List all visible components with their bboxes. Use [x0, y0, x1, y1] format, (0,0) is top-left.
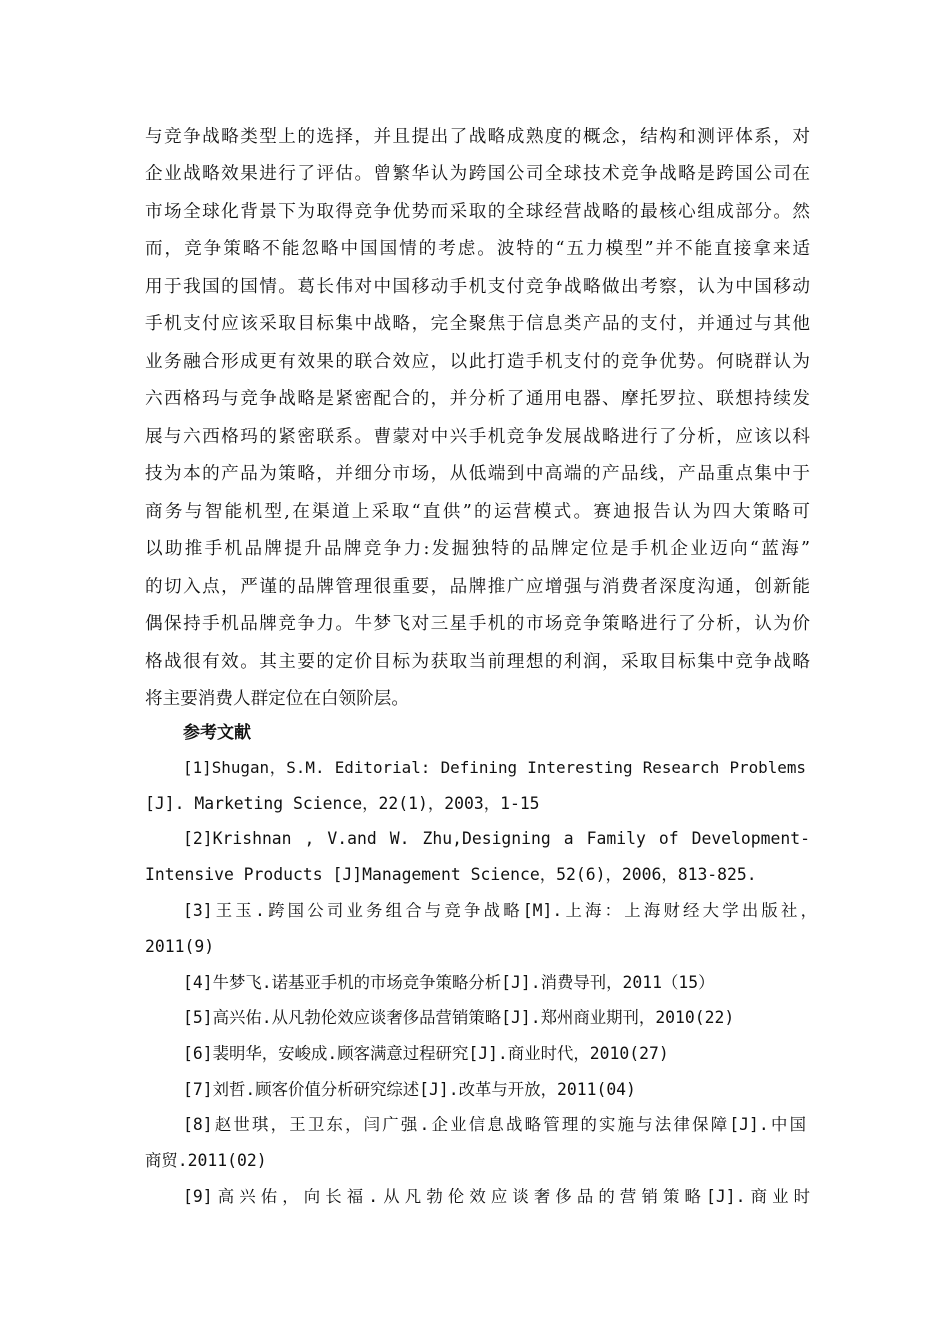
body-text-line: 技为本的产品为策略，并细分市场，从低端到中高端的产品线，产品重点集中于 [145, 464, 810, 484]
reference-line: [1]Shugan，S.M. Editorial: Defining Interesting Research Problems [183, 758, 806, 777]
body-text-line: 的切入点，严谨的品牌管理很重要，品牌推广应增强与消费者深度沟通，创新能 [145, 577, 810, 597]
body-text-line: 与竞争战略类型上的选择，并且提出了战略成熟度的概念，结构和测评体系，对 [145, 127, 810, 147]
body-text-line: 六西格玛与竞争战略是紧密配合的，并分析了通用电器、摩托罗拉、联想持续发 [145, 389, 810, 409]
reference-line: [9]高兴佑，向长福.从凡勃伦效应谈奢侈品的营销策略[J].商业时 [183, 1187, 810, 1206]
body-text-line: 企业战略效果进行了评估。曾繁华认为跨国公司全球技术竞争战略是跨国公司在 [145, 164, 810, 184]
body-text-line: 用于我国的国情。葛长伟对中国移动手机支付竞争战略做出考察，认为中国移动 [145, 277, 810, 297]
body-text-line: 以助推手机品牌提升品牌竞争力:发掘独特的品牌定位是手机企业迈向“蓝海” [145, 539, 810, 559]
body-text-line: 业务融合形成更有效果的联合效应，以此打造手机支付的竞争优势。何晓群认为 [145, 352, 810, 372]
reference-line: [7]刘哲.顾客价值分析研究综述[J].改革与开放，2011(04) [183, 1080, 636, 1099]
body-text-line: 而，竞争策略不能忽略中国国情的考虑。波特的“五力模型”并不能直接拿来适 [145, 239, 810, 259]
reference-line: [2]Krishnan , V.and W. Zhu,Designing a Family of Development- [183, 829, 810, 848]
reference-line: [8]赵世琪，王卫东，闫广强.企业信息战略管理的实施与法律保障[J].中国 [183, 1115, 806, 1134]
reference-line: 2011(9) [145, 937, 215, 956]
reference-line: [6]裴明华，安峻成.顾客满意过程研究[J].商业时代，2010(27) [183, 1044, 669, 1063]
body-text-line: 商务与智能机型,在渠道上采取“直供”的运营模式。赛迪报告认为四大策略可 [145, 502, 810, 522]
reference-line: [5]高兴佑.从凡勃伦效应谈奢侈品营销策略[J].郑州商业期刊，2010(22) [183, 1008, 735, 1027]
body-text-line: 格战很有效。其主要的定价目标为获取当前理想的利润，采取目标集中竞争战略 [145, 652, 810, 672]
references-heading: 参考文献 [183, 723, 251, 743]
body-text-line: 展与六西格玛的紧密联系。曹蒙对中兴手机竞争发展战略进行了分析，应该以科 [145, 427, 810, 447]
body-text-line: 将主要消费人群定位在白领阶层。 [145, 689, 409, 709]
body-text-line: 市场全球化背景下为取得竞争优势而采取的全球经营战略的最核心组成部分。然 [145, 202, 810, 222]
body-text-line: 偶保持手机品牌竞争力。牛梦飞对三星手机的市场竞争策略进行了分析，认为价 [145, 614, 810, 634]
reference-line: [J]. Marketing Science，22(1)，2003，1-15 [145, 794, 540, 813]
reference-line: [4]牛梦飞.诺基亚手机的市场竞争策略分析[J].消费导刊，2011（15） [183, 973, 715, 992]
reference-line: [3]王玉.跨国公司业务组合与竞争战略[M].上海：上海财经大学出版社， [183, 901, 817, 920]
reference-line: 商贸.2011(02) [145, 1151, 267, 1170]
body-text-line: 手机支付应该采取目标集中战略，完全聚焦于信息类产品的支付，并通过与其他 [145, 314, 810, 334]
reference-line: Intensive Products [J]Management Science，52(6)，2006，813-825. [145, 865, 757, 884]
